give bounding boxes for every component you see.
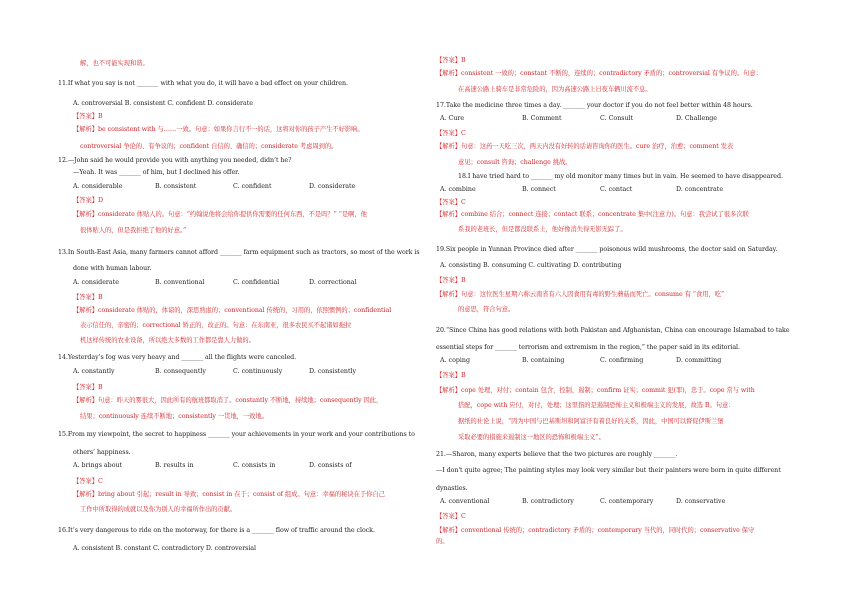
options-row [440,498,756,506]
option-item: C. contact [600,186,633,193]
option-item: A. conventional [440,498,490,505]
option-item: B. consequently [155,368,206,375]
answer-text-line: 【解析】considerate 体贴人的。句意：“约翰说他将会给你提供你需要的任何东西，不是吗？” “是啊，他 [73,211,367,218]
question-text-line: 15.From my viewpoint, the secret to happiness _______ your achievements in your work and your contributions to [58,431,415,438]
option-item: A. coping [440,357,470,364]
answer-text-line: 【解析】considerate 体贴的，体谅的，深思熟虑的；conventional 传统的，习用的，依照惯例的；confidential [73,307,392,314]
option-item: B. containing [522,357,565,364]
option-item: C. consists in [233,462,276,469]
answer-text-line: 【解析】句意：这药一天吃三次，两天内没有好转的话请咨询你的医生。cure 治疗，治愈；comment 发表 [436,143,734,150]
question-text-line: 19.Six people in Yunnan Province died after _______ poisonous wild mushrooms, the doctor said on Saturday. [436,246,778,253]
question-text-line: done with human labour. [73,265,152,272]
options-row [73,462,389,470]
answer-text-line: 采取必要的措施来遏制这一地区的恐怖和极端主义”。 [458,434,605,441]
question-text-line: 21.—Sharon, many experts believe that the two pictures are roughly _______. [436,451,678,458]
option-item: D. consistently [309,368,357,375]
answer-text-line: controversial 争论的、有争议的；confident 自信的、确信的；considerate 考虑周到的。 [80,143,338,150]
option-item: B. connect [522,186,556,193]
answer-text-line: 很体贴人的，但是我拒绝了他的好意。” [80,227,187,234]
option-item: B. Comment [522,115,562,122]
answer-text-line: 【解析】consistent 一致的；constant 不断的，连续的；contradictory 矛盾的；controversial 有争议的。句意： [436,70,762,77]
option-item: B. contradictory [522,498,574,505]
question-text-line: 14.Yesterday’s fog was very heavy and _______ all the flights were canceled. [58,354,297,361]
option-item: A. brings about [73,462,123,469]
answer-text-line: 表示信任的，亲密的；correctional 矫正的，改正的。句意：在东南亚，很多农民买不起诸如拖拉 [80,322,352,329]
option-item: B. consistent [155,183,197,190]
answer-text-line: 【答案】C [436,130,466,137]
question-text-line: 18.I have tried hard to _______ my old monitor many times but in vain. He seemed to have disappeared. [458,173,783,180]
option-item: C. confident [233,183,272,190]
options-row [440,262,622,270]
option-item: C. continuously [233,368,283,375]
options-row [440,357,756,365]
answer-text-line: 【解析】bring about 引起；result in 导致；consist in 在于；consist of 组成。句意：幸福的秘诀在于你自己 [73,491,385,498]
answer-text-line: 解，也不可能实现和谐。 [80,60,149,67]
question-text-line: 17.Take the medicine three times a day. _______ your doctor if you do not feel better within 48 hours. [436,102,753,109]
option-item: D. correctional [309,279,357,286]
answer-text-line: 【答案】B [436,277,466,284]
answer-text-line: 系我的老班长，但是都没联系上，他好像消失得无影无踪了。 [458,226,627,233]
options-row [440,186,756,194]
option-item: D. concentrate [676,186,724,193]
answer-text-line: 【解析】combine 结合；connect 连接；contact 联系；concentrate 集中(注意力)。句意：我尝试了很多次联 [436,211,749,218]
option-item: D. conservative [676,498,726,505]
answer-text-line: 的。 [436,538,449,545]
answer-text-line: 的意思，符合句意。 [458,306,515,313]
answer-text-line: 【答案】B [73,113,103,120]
answer-text-line: 在高速公路上骑车是非常危险的，因为高速公路上日夜车辆川流不息。 [458,86,652,93]
answer-text-line: 【答案】C [436,513,466,520]
option-item: A. constantly [73,368,115,375]
options-row [73,183,389,191]
answer-text-line: 搭配，cope with 应付，对付，处理；这里指的是遏制恐怖主义和极端主义的发展，故选 B。句意： [458,402,735,409]
option-item: B. conventional [155,279,205,286]
answer-text-line: 【答案】B [73,294,103,301]
option-item: C. Consult [600,115,634,122]
option-item: A. considerate [73,279,119,286]
question-text-line: essential steps for _______ terrorism and extremism in the region,” the paper said in its editorial. [436,344,740,351]
question-text-line: 20.“Since China has good relations with both Pakistan and Afghanistan, China can encourage Islamabad to take [436,327,790,334]
option-item: B. results in [155,462,194,469]
answer-text-line: 【答案】B [436,57,466,64]
option-item: A. considerable [73,183,123,190]
question-text-line: others’ happiness. [73,449,131,456]
answer-text-line: 机这样传统的农业设备，所以绝大多数的工作都是靠人力做的。 [80,337,255,344]
question-text-line: 11.If what you say is not _______ with what you do, it will have a bad effect on your children. [58,80,348,87]
question-text-line: 12.—John said he would provide you with anything you needed, didn’t he? [58,157,292,164]
question-text-line: —I don't quite agree; The painting styles may look very similar but their painters were born in quite different [436,467,781,474]
answer-text-line: 【解析】句意：这位医生星期六称云南省有六人因食用有毒的野生蘑菇而死亡。consume 有 “食用，吃” [436,291,725,298]
option-item: A. Cure [440,115,465,122]
question-text-line: dynasties. [436,485,468,492]
option-item: A. consisting B. consuming C. cultivating D. contributing [440,262,622,269]
option-item: C. confirming [600,357,644,364]
options-row [73,368,389,376]
question-text-line: A. consistent B. constant C. contradictory D. controversial [73,545,256,552]
option-item: C. confidential [233,279,280,286]
answer-text-line: 【解析】conventional 传统的；contradictory 矛盾的；contemporary 当代的，同时代的；conservative 保守 [436,527,755,534]
question-text-line: —Yeah. It was _______ of him, but I declined his offer. [73,169,240,176]
answer-text-line: 【答案】C [73,478,103,485]
answer-text-line: 【答案】D [73,197,103,204]
options-row [440,115,756,123]
answer-text-line: 结果；continuously 连续不断地；consistently 一贯地，一致地。 [80,413,268,420]
option-item: D. Challenge [676,115,718,122]
option-item: C. contemporary [600,498,654,505]
question-text-line: A. controversial B. consistent C. confident D. considerate [73,100,253,107]
answer-text-line: 意见；consult 咨询；challenge 挑战。 [458,159,572,166]
answer-text-line: 【答案】B [73,384,103,391]
answer-text-line: 【答案】B [436,372,466,379]
answer-text-line: 【解析】句意：昨天的雾很大，因此所有的航班都取消了。constantly 不断地，持续地；consequently 因此， [73,397,383,404]
option-item: A. combine [440,186,476,193]
answer-text-line: 工作中所取得的成就以及你为别人的幸福所作出的贡献。 [80,506,237,513]
question-text-line: 13.In South-East Asia, many farmers cannot afford _______ farm equipment such as tractors, so most of the work is [58,249,420,256]
options-row [73,279,389,287]
answer-text-line: 据纸的社论上说，“因为中国与巴基斯坦和阿富汗有着良好的关系，因此，中国可以督促伊斯兰堡 [458,418,724,425]
option-item: D. considerate [309,183,356,190]
option-item: D. committing [676,357,722,364]
answer-text-line: 【答案】C [436,199,466,206]
answer-text-line: 【解析】be consistent with 与……一致。句意：如果你言行不一的话，这将对你的孩子产生不好影响。 [73,126,364,133]
answer-text-line: 【解析】cope 处理，对付；contain 包含，控制，遏制；confirm 证实；commit 犯(罪)，忠于。cope 常与 with [436,387,755,394]
question-text-line: 16.It’s very dangerous to ride on the motorway, for there is a _______ flow of traffic around the clock. [58,527,375,534]
option-item: D. consists of [309,462,352,469]
